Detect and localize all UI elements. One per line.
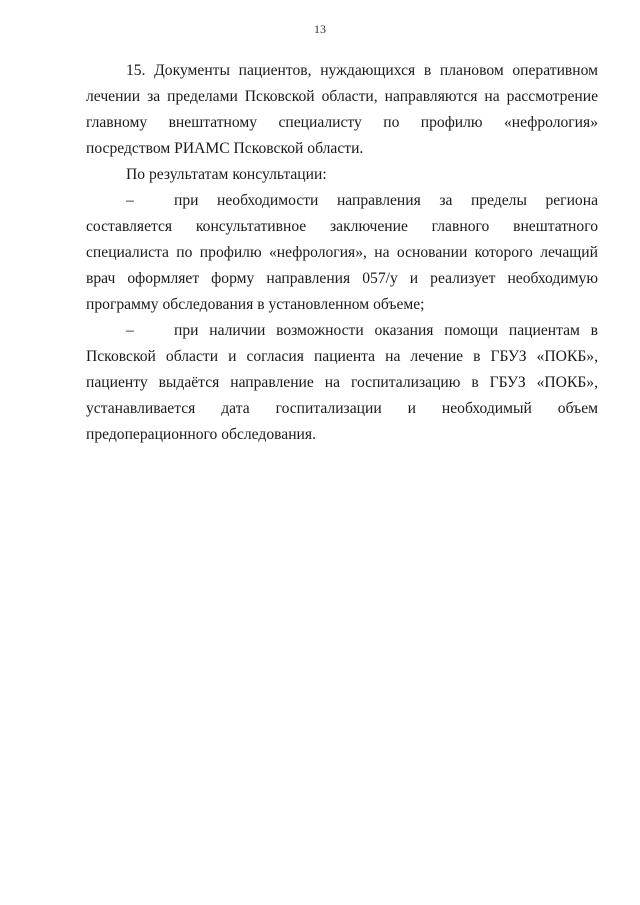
consultation-intro: По результатам консультации: (126, 166, 327, 183)
page-number: 13 (314, 22, 326, 36)
bullet-dash: – (126, 192, 134, 209)
bullet-item-treatment-in-region (86, 318, 598, 448)
bullet-dash: – (126, 322, 134, 339)
bullet-text: при наличии возможности оказания помощи пациентам в Псковской области и согласия пациента на лечение в ГБУЗ «ПОКБ», пациенту выдаётся направление на госпитализацию в ГБУЗ «ПОКБ», устанавливается дата госпитализации и необходимый объем предоперационного обследования. (86, 322, 598, 443)
bullet-text: при необходимости направления за пределы региона составляется консультативное заключение главного внештатного специалиста по профилю «нефрология», на основании которого лечащий врач оформляет форму направления 057/у и реализует необходимую программу обследования в установленном объеме; (86, 192, 598, 313)
paragraph-15: 15. Документы пациентов, нуждающихся в плановом оперативном лечении за пределами Псковской области, направляются на рассмотрение главному внештатному специалисту по профилю «нефрология» посредством РИАМС Псковской области. (86, 62, 598, 157)
bullet-item-referral-outside-region (86, 188, 598, 318)
document-body (86, 58, 598, 448)
